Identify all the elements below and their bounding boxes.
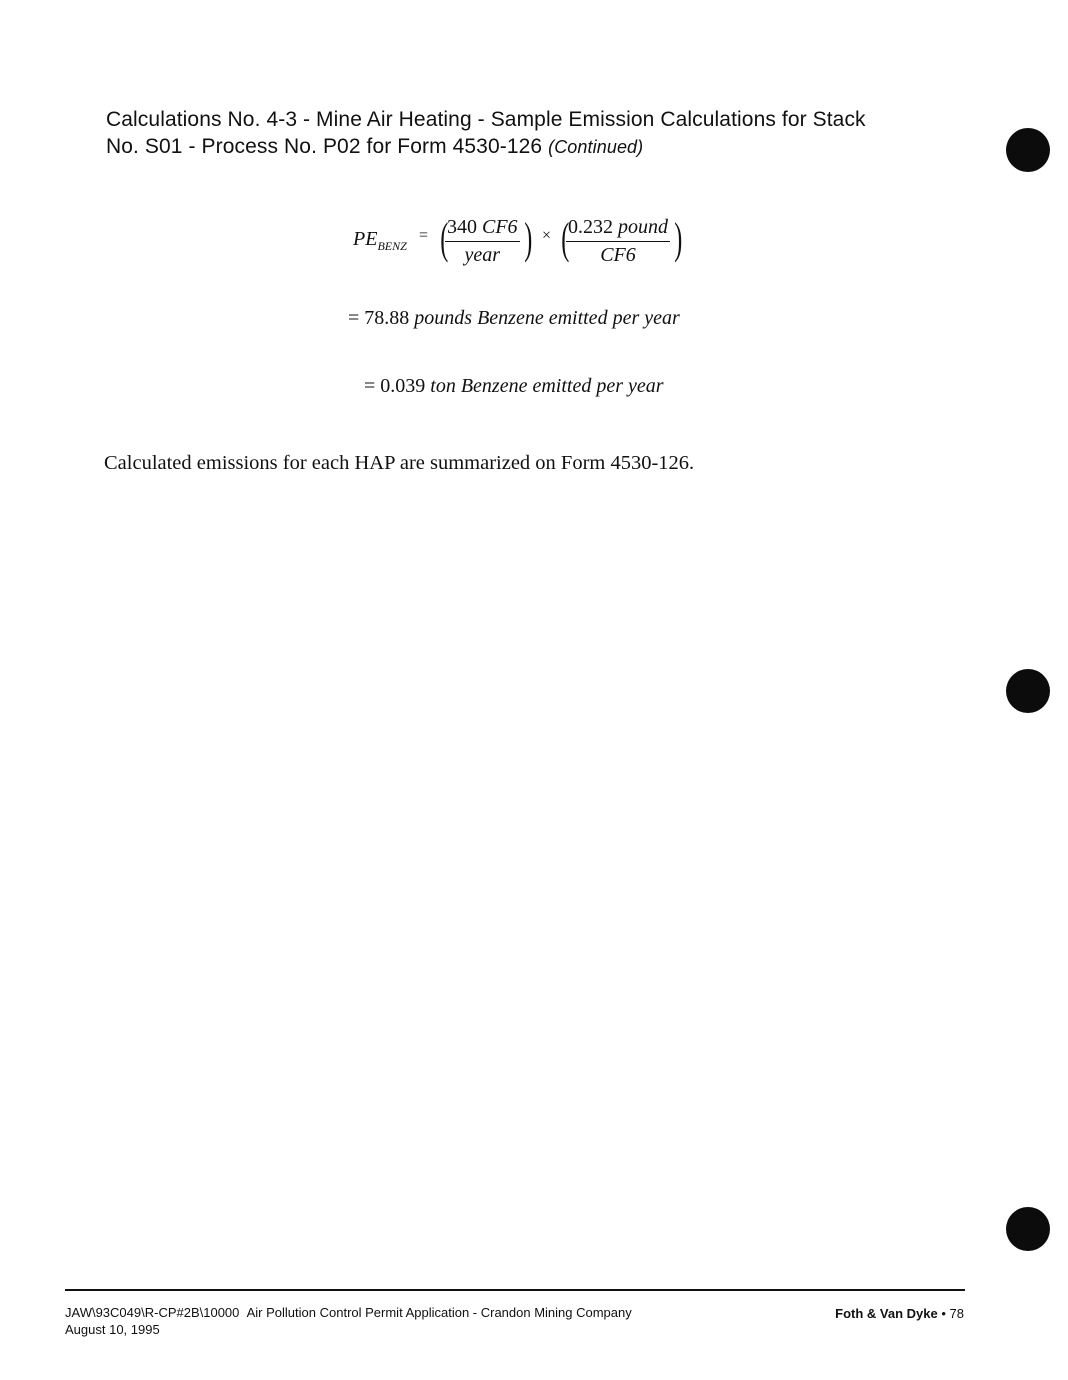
binder-hole-bottom	[1006, 1207, 1050, 1251]
fraction-1-num-value: 340	[447, 216, 477, 238]
result-tons	[364, 375, 664, 398]
fraction-2-num-value: 0.232	[568, 216, 613, 238]
continued-label: (Continued)	[548, 137, 644, 157]
fraction-1	[445, 216, 520, 267]
section-heading	[106, 106, 926, 161]
summary-text: Calculated emissions for each HAP are summarized on Form 4530-126.	[104, 452, 695, 474]
footer-firm: Foth & Van Dyke	[835, 1306, 938, 1321]
footer-date: August 10, 1995	[65, 1322, 160, 1337]
footer-bullet: •	[941, 1306, 946, 1321]
fraction-1-denominator: year	[464, 244, 501, 266]
footer-divider	[65, 1289, 965, 1291]
fraction-2-denominator: CF6	[600, 244, 636, 266]
right-paren-1: )	[524, 214, 533, 263]
heading-line-2	[106, 133, 926, 161]
fraction-2	[566, 216, 670, 267]
result-tons-value: = 0.039	[364, 375, 426, 397]
page-number: 78	[949, 1306, 964, 1321]
binder-hole-top	[1006, 128, 1050, 172]
left-paren-1: (	[440, 214, 449, 263]
binder-hole-middle	[1006, 669, 1050, 713]
heading-line-1: Calculations No. 4-3 - Mine Air Heating - Sample Emission Calculations for Stack	[106, 108, 866, 131]
fraction-2-num-unit: pound	[618, 216, 668, 238]
formula-times: ×	[542, 227, 552, 244]
fraction-1-numerator	[445, 216, 520, 242]
right-paren-2: )	[674, 214, 683, 263]
footer-left	[65, 1304, 632, 1338]
fraction-2-numerator	[566, 216, 670, 242]
result-pounds-value: = 78.88	[348, 307, 410, 329]
footer-reference	[65, 1304, 632, 1321]
footer-right	[835, 1306, 964, 1321]
result-tons-text: ton Benzene emitted per year	[430, 375, 664, 397]
fraction-1-num-unit: CF6	[482, 216, 518, 238]
heading-line-2-text: No. S01 - Process No. P02 for Form 4530-126	[106, 135, 549, 158]
formula-equals: =	[419, 227, 429, 244]
formula-lhs-subscript: BENZ	[377, 239, 407, 253]
result-pounds-text: pounds Benzene emitted per year	[414, 307, 680, 329]
formula-lhs	[353, 228, 407, 254]
formula-lhs-main: PE	[353, 228, 378, 250]
result-pounds	[348, 307, 680, 330]
footer-path: JAW\93C049\R-CP#2B\10000	[65, 1305, 240, 1320]
left-paren-2: (	[561, 214, 570, 263]
footer-doc-title: Air Pollution Control Permit Application - Crandon Mining Company	[246, 1305, 632, 1320]
